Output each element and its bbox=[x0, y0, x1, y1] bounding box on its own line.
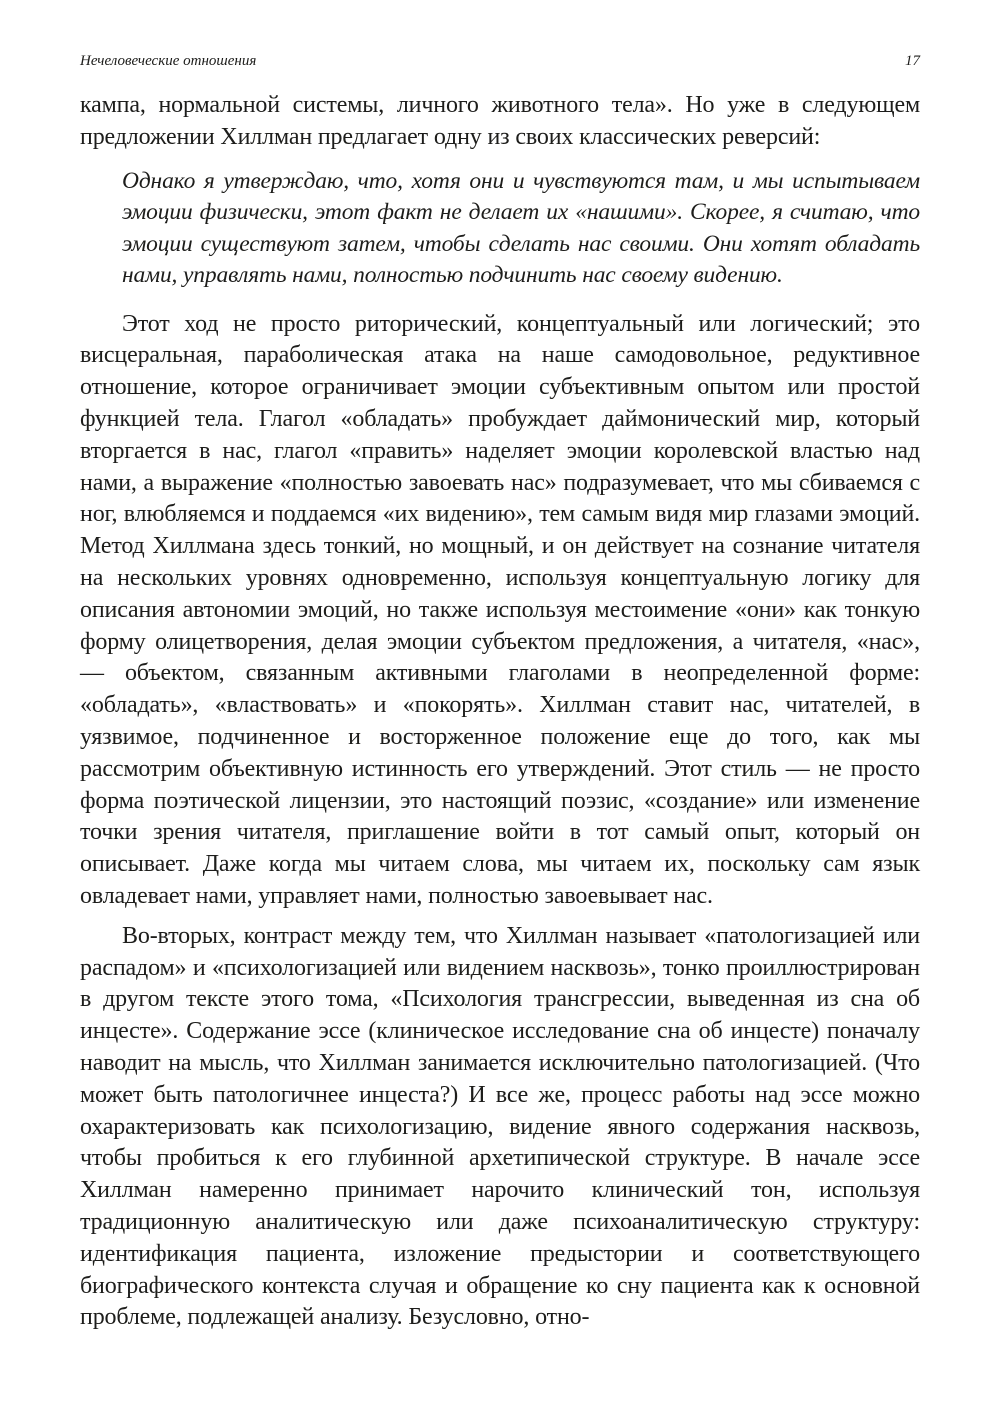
running-title: Нечеловеческие отношения bbox=[80, 53, 257, 69]
paragraph: Во-вторых, контраст между тем, что Хиллман называет «патологизацией или распадом» и «психологизацией или видением насквозь», тонко проиллюстрирован в другом тексте этого тома, «Психология трансгрессии, выведенная из сна об инцесте». Содержание эссе (клиническое исследование сна об инцесте) поначалу наводит на мысль, что Хиллман занимается исключительно патологизацией. (Что может быть патологичнее инцеста?) И все же, процесс работы над эссе можно охарактеризовать как психологизацию, видение явного содержания насквозь, чтобы пробиться к его глубинной архетипической структуре. В начале эссе Хиллман намеренно принимает нарочито клинический тон, используя традиционную аналитическую или даже психоаналитическую структуру: идентификация пациента, изложение предыстории и соответствующего биографического контекста случая и обращение ко сну пациента как к основной проблеме, подлежащей анализу. Безусловно, отно- bbox=[80, 922, 920, 1331]
block-quote bbox=[122, 166, 920, 292]
paragraph-continued: кампа, нормальной системы, личного животного тела». Но уже в следующем предложении Хиллман предлагает одну из своих классических реверсий: bbox=[80, 92, 920, 150]
page-body bbox=[80, 90, 920, 1334]
page-number: 17 bbox=[905, 53, 920, 69]
running-head bbox=[80, 50, 920, 72]
block-quote-text: Однако я утверждаю, что, хотя они и чувствуются там, и мы испытываем эмоции физически, этот факт не делает их «нашими». Скорее, я считаю, что эмоции существуют затем, чтобы сделать нас своими. Они хотят обладать нами, управлять нами, полностью подчинить нас своему видению. bbox=[122, 167, 920, 289]
paragraph: Этот ход не просто риторический, концептуальный или логический; это висцеральная, параболическая атака на наше самодовольное, редуктивное отношение, которое ограничивает эмоции субъективным опытом или простой функцией тела. Глагол «обладать» пробуждает даймонический мир, который вторгается в нас, глагол «править» наделяет эмоции королевской властью над нами, а выражение «полностью завоевать нас» подразумевает, что мы сбиваемся с ног, влюбляемся и поддаемся «их видению», тем самым видя мир глазами эмоций. Метод Хиллмана здесь тонкий, но мощный, и он действует на сознание читателя на нескольких уровнях одновременно, используя концептуальную логику для описания автономии эмоций, но также используя местоимение «они» как тонкую форму олицетворения, делая эмоции субъектом предложения, а читателя, «нас», — объектом, связанным активными глаголами в неопределенной форме: «обладать», «властвовать» и «покорять». Хиллман ставит нас, читателей, в уязвимое, подчиненное и восторженное положение еще до того, как мы рассмотрим объективную истинность его утверждений. Этот стиль — не просто форма поэтической лицензии, это настоящий поэзис, «создание» или изменение точки зрения читателя, приглашение войти в тот самый опыт, который он описывает. Даже когда мы читаем слова, мы читаем их, поскольку сам язык овладевает нами, управляет нами, полностью завоевывает нас. bbox=[80, 310, 920, 909]
